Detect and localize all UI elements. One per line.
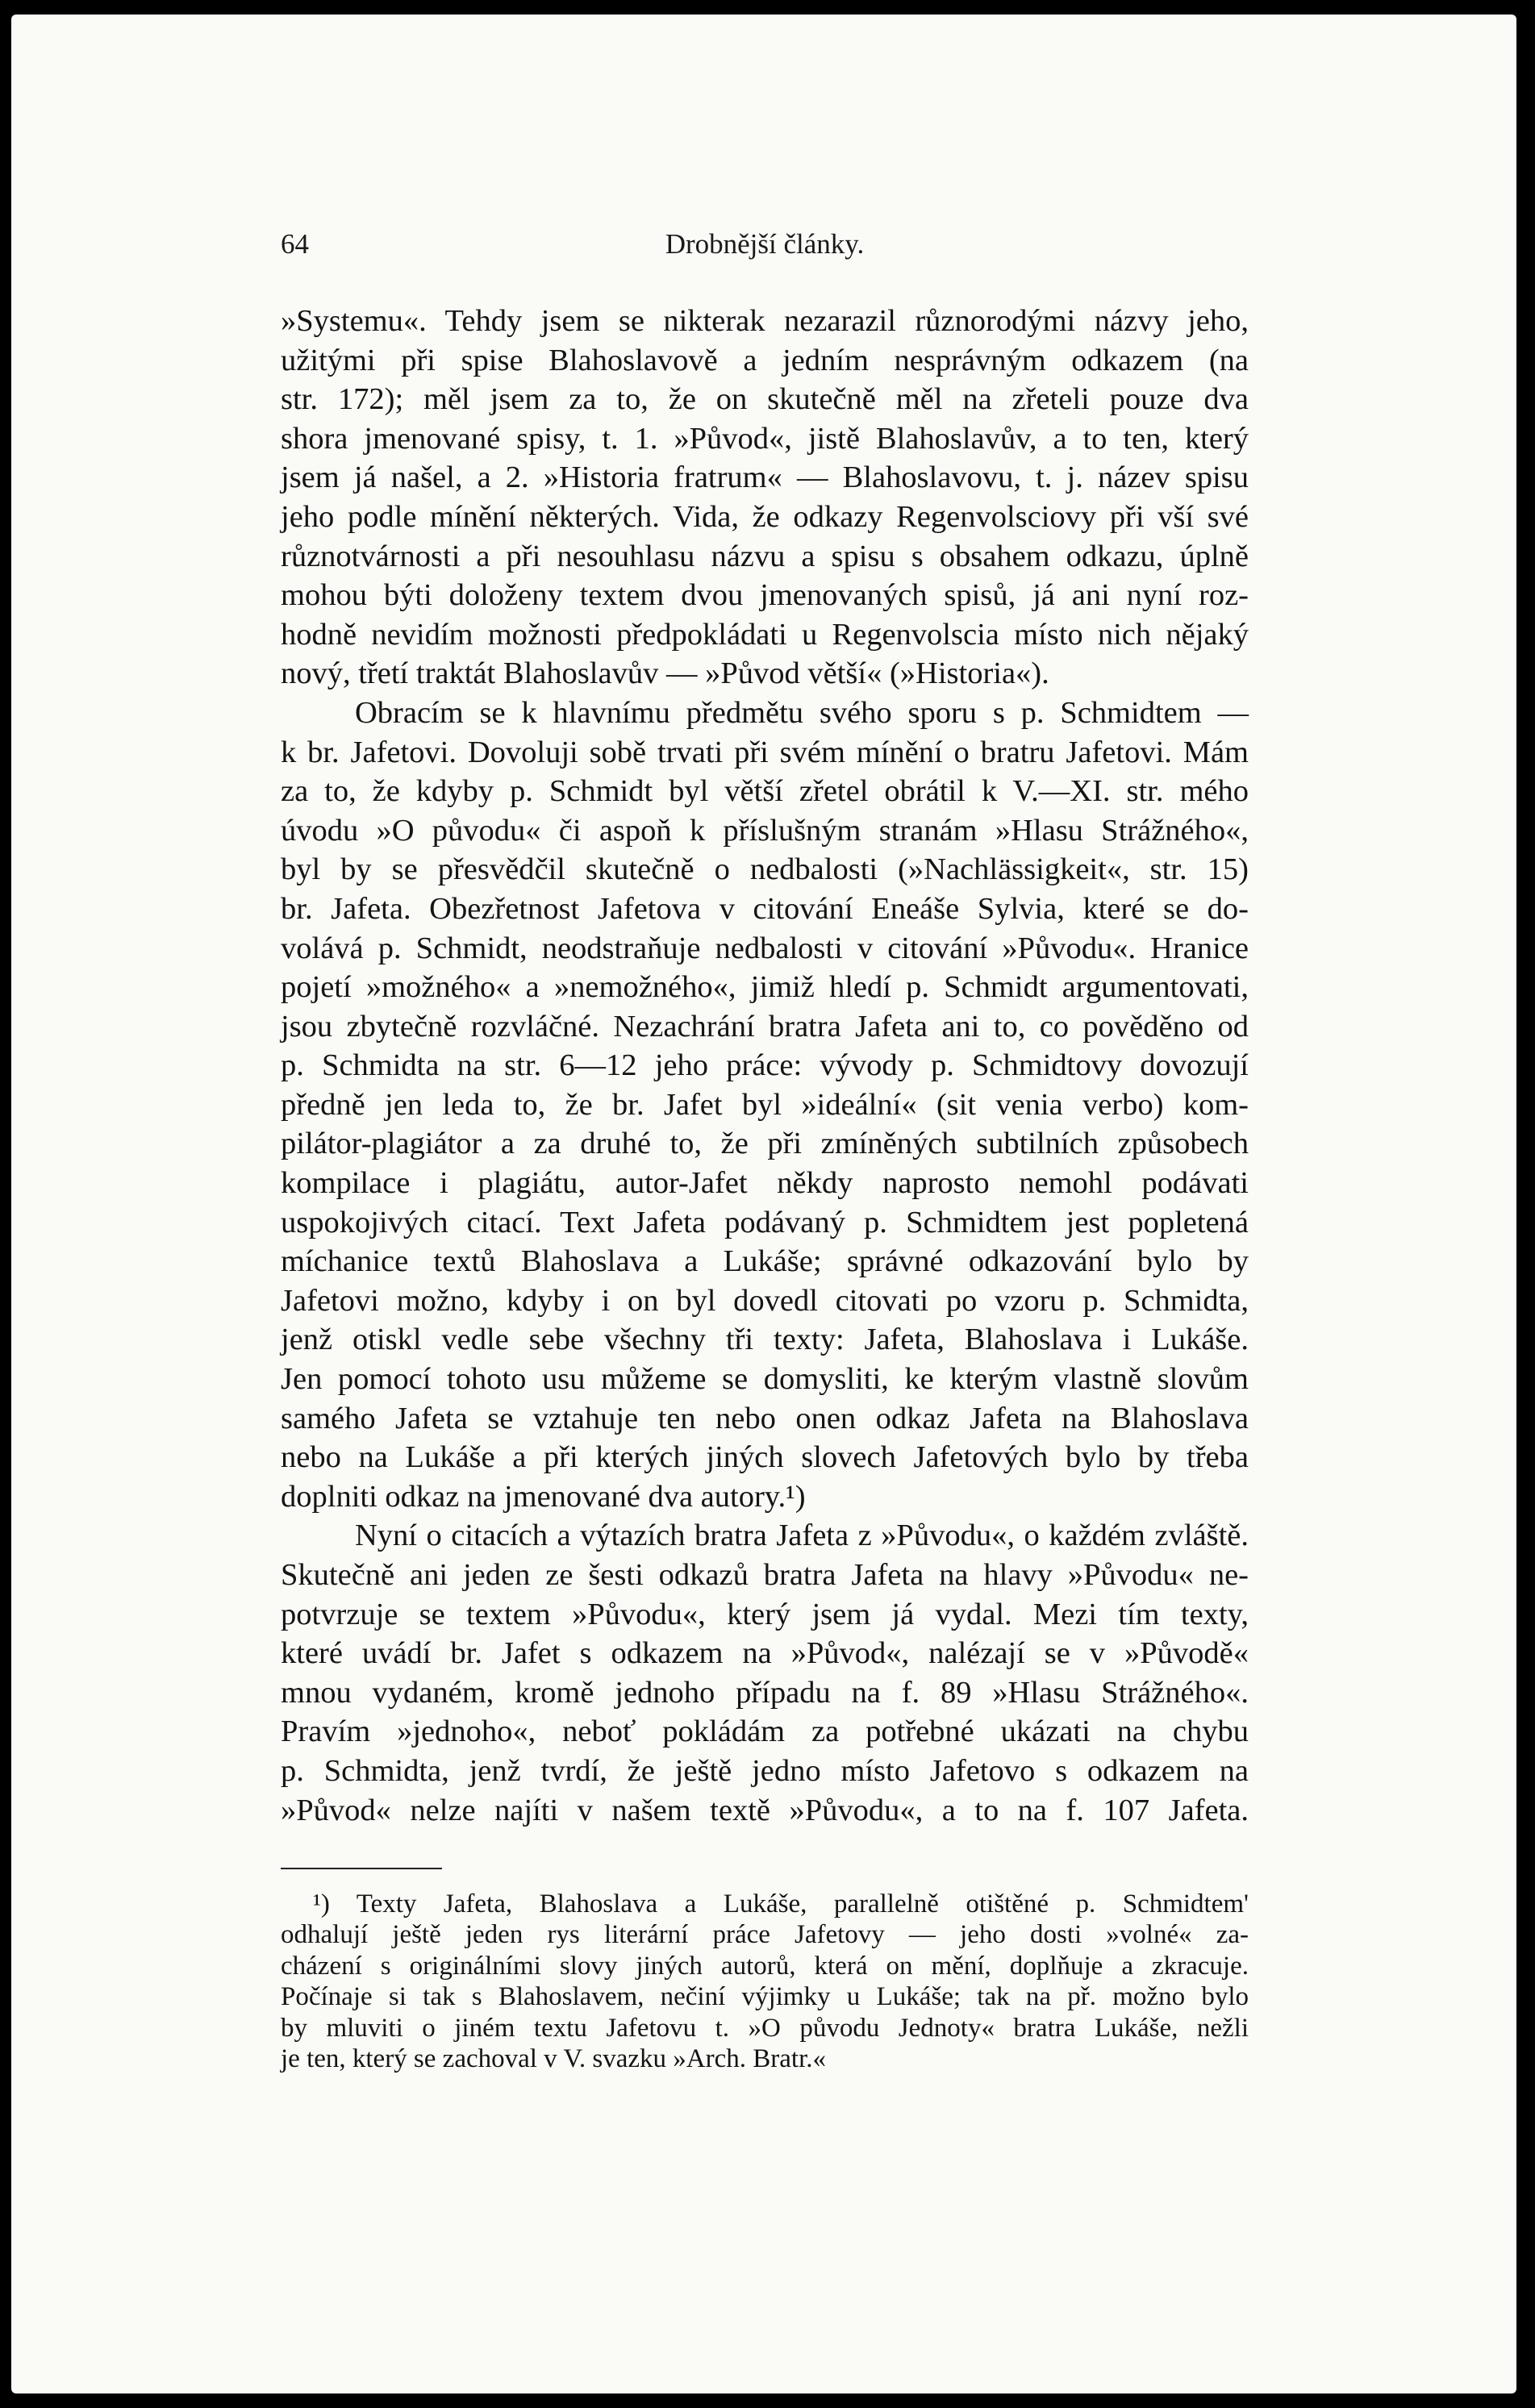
text-line: pilátor-plagiátor a za druhé to, že při zmíněných subtilních způsobech <box>281 1127 1249 1161</box>
text-line: jenž otiskl vedle sebe všechny tři texty: Jafeta, Blahoslava i Lukáše. <box>281 1323 1249 1357</box>
footnote-line: by mluviti o jiném textu Jafetovu t. »O původu Jednoty« bratra Lukáše, nežli <box>281 2013 1249 2043</box>
text-line: »Původ« nelze najíti v našem textě »Původu«, a to na f. 107 Jafeta. <box>281 1793 1249 1827</box>
text-line: doplniti odkaz na jmenované dva autory.¹) <box>281 1479 806 1514</box>
footnote <box>281 1889 1249 2074</box>
text-line: nový, třetí traktát Blahoslavův — »Původ větší« (»Historia«). <box>281 656 1049 691</box>
running-title: Drobnější články. <box>665 228 865 260</box>
paragraph-start-line: Obracím se k hlavnímu předmětu svého sporu s p. Schmidtem — <box>355 695 1249 730</box>
text-line: předně jen leda to, že br. Jafet byl »ideální« (sit venia verbo) kom- <box>281 1087 1249 1122</box>
paragraph-start-line: Nyní o citacích a výtazích bratra Jafeta z »Původu«, o každém zvláště. <box>355 1519 1249 1553</box>
text-line: k br. Jafetovi. Dovoluji sobě trvati při svém mínění o bratru Jafetovi. Mám <box>281 735 1249 769</box>
text-line: užitými při spise Blahoslavově a jedním nesprávným odkazem (na <box>281 343 1249 377</box>
text-line: br. Jafeta. Obezřetnost Jafetova v citování Eneáše Sylvia, které se do- <box>281 891 1249 926</box>
footnote-line: cházení s originálními slovy jiných autorů, která on mění, doplňuje a zkracuje. <box>281 1951 1249 1981</box>
page-number: 64 <box>281 228 309 260</box>
footnote-line: odhalují ještě jeden rys literární práce Jafetovy — jeho dosti »volné« za- <box>281 1920 1249 1950</box>
text-line: hodně nevidím možnosti předpokládati u Regenvolscia místo nich nějaký <box>281 617 1249 652</box>
text-line: potvrzuje se textem »Původu«, který jsem já vydal. Mezi tím texty, <box>281 1597 1249 1631</box>
text-line: které uvádí br. Jafet s odkazem na »Původ«, nalézají se v »Původě« <box>281 1636 1249 1671</box>
text-line: uspokojivých citací. Text Jafeta podávaný p. Schmidtem jest popletená <box>281 1205 1249 1239</box>
text-line: Jen pomocí tohoto usu můžeme se domysliti, ke kterým vlastně slovům <box>281 1362 1249 1397</box>
page-header <box>281 228 1249 269</box>
text-line: »Systemu«. Tehdy jsem se nikterak nezarazil různorodými názvy jeho, <box>281 304 1249 338</box>
text-line: byl by se přesvědčil skutečně o nedbalosti (»Nachlässigkeit«, str. 15) <box>281 852 1249 887</box>
text-line: Jafetovi možno, kdyby i on byl dovedl citovati po vzoru p. Schmidta, <box>281 1283 1249 1318</box>
text-line: volává p. Schmidt, neodstraňuje nedbalosti v citování »Původu«. Hranice <box>281 931 1249 965</box>
text-line: kompilace i plagiátu, autor-Jafet někdy naprosto nemohl podávati <box>281 1166 1249 1201</box>
text-line: různotvárnosti a při nesouhlasu názvu a spisu s obsahem odkazu, úplně <box>281 539 1249 573</box>
footnote-line: je ten, který se zachoval v V. svazku »Arch. Bratr.« <box>281 2043 827 2073</box>
text-line: míchanice textů Blahoslava a Lukáše; správné odkazování bylo by <box>281 1244 1249 1279</box>
text-line: mnou vydaném, kromě jednoho případu na f. 89 »Hlasu Strážného«. <box>281 1675 1249 1710</box>
text-line: mohou býti doloženy textem dvou jmenovaných spisů, já ani nyní roz- <box>281 578 1249 613</box>
text-line: nebo na Lukáše a při kterých jiných slovech Jafetových bylo by třeba <box>281 1440 1249 1475</box>
text-line: úvodu »O původu« či aspoň k příslušným stranám »Hlasu Strážného«, <box>281 813 1249 848</box>
text-line: p. Schmidta, jenž tvrdí, že ještě jedno místo Jafetovo s odkazem na <box>281 1753 1249 1788</box>
text-line: jeho podle mínění některých. Vida, že odkazy Regenvolsciovy při vší své <box>281 499 1249 534</box>
text-line: za to, že kdyby p. Schmidt byl větší zřetel obrátil k V.—XI. str. mého <box>281 774 1249 809</box>
text-line: jsem já našel, a 2. »Historia fratrum« — Blahoslavovu, t. j. název spisu <box>281 460 1249 495</box>
text-line: Skutečně ani jeden ze šesti odkazů bratra Jafeta na hlavy »Původu« ne- <box>281 1558 1249 1592</box>
footnote-divider <box>281 1868 442 1869</box>
text-line: p. Schmidta na str. 6—12 jeho práce: vývody p. Schmidtovy dovozují <box>281 1048 1249 1083</box>
text-line: jsou zbytečně rozvláčné. Nezachrání bratra Jafeta ani to, co pověděno od <box>281 1009 1249 1044</box>
footnote-line: ¹) Texty Jafeta, Blahoslava a Lukáše, parallelně otištěné p. Schmidtem' <box>313 1889 1249 1918</box>
text-line: samého Jafeta se vztahuje ten nebo onen odkaz Jafeta na Blahoslava <box>281 1401 1249 1435</box>
text-line: Pravím »jednoho«, neboť pokládám za potřebné ukázati na chybu <box>281 1714 1249 1749</box>
footnote-line: Počínaje si tak s Blahoslavem, nečiní výjimky u Lukáše; tak na př. možno bylo <box>281 1982 1249 2012</box>
main-text <box>281 302 1249 1830</box>
text-line: shora jmenované spisy, t. 1. »Původ«, jistě Blahoslavův, a to ten, který <box>281 421 1249 456</box>
text-line: pojetí »možného« a »nemožného«, jimiž hledí p. Schmidt argumentovati, <box>281 970 1249 1005</box>
text-line: str. 172); měl jsem za to, že on skutečně měl na zřeteli pouze dva <box>281 382 1249 417</box>
